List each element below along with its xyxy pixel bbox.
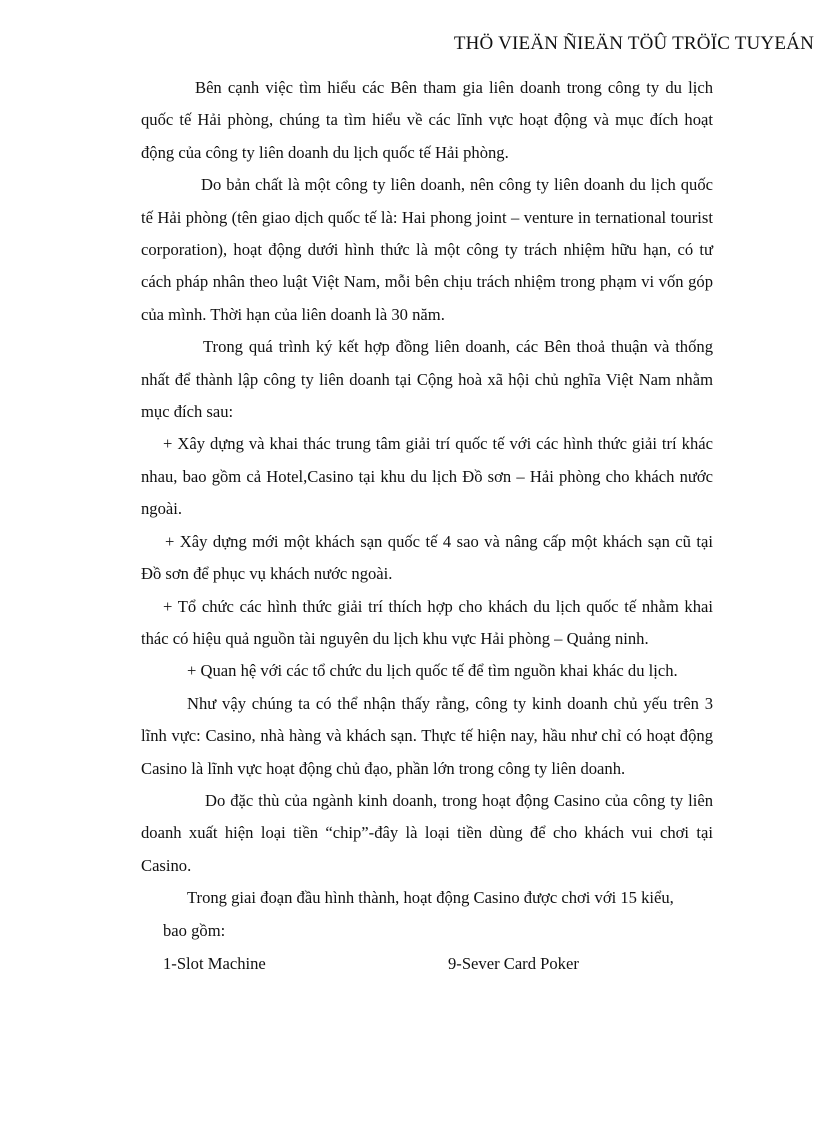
games-list-row <box>141 948 713 980</box>
paragraph-company-nature: Do bản chất là một công ty liên doanh, nên công ty liên doanh du lịch quốc tế Hải phòng (tên giao dịch quốc tế là: Hai phong joint – venture in ternational tourist corporation), hoạt động dưới hình thức là một công ty trách nhiệm hữu hạn, có tư cách pháp nhân theo luật Việt Nam, mỗi bên chịu trách nhiệm trong phạm vi vốn góp của mình. Thời hạn của liên doanh là 30 năm. <box>141 175 713 324</box>
paragraph-games-intro <box>141 882 713 914</box>
paragraph-business-fields: Như vậy chúng ta có thể nhận thấy rằng, công ty kinh doanh chủ yếu trên 3 lĩnh vực: Casino, nhà hàng và khách sạn. Thực tế hiện nay, hầu như chỉ có hoạt động Casino là lĩnh vực hoạt động chủ đạo, phần lớn trong công ty liên doanh. <box>141 693 713 778</box>
purpose-item-tourism: + Tổ chức các hình thức giải trí thích hợp cho khách du lịch quốc tế nhằm khai thác có hiệu quả nguồn tài nguyên du lịch khu vực Hải phòng – Quảng ninh. <box>141 596 713 648</box>
paragraph-intro: Bên cạnh việc tìm hiểu các Bên tham gia liên doanh trong công ty du lịch quốc tế Hải phòng, chúng ta tìm hiểu về các lĩnh vực hoạt động và mục đích hoạt động của công ty liên doanh du lịch quốc tế Hải phòng. <box>141 78 713 162</box>
games-intro-line1: Trong giai đoạn đầu hình thành, hoạt động Casino được chơi với 15 kiểu, <box>187 888 674 908</box>
game-item-right: 9-Sever Card Poker <box>448 953 579 973</box>
purpose-item-relations: + Quan hệ với các tổ chức du lịch quốc tế để tìm nguồn khai khác du lịch. <box>187 661 678 681</box>
games-intro-line2: bao gồm: <box>163 920 226 940</box>
paragraph-purposes-intro: Trong quá trình ký kết hợp đồng liên doanh, các Bên thoả thuận và thống nhất để thành lập công ty liên doanh tại Cộng hoà xã hội chủ nghĩa Việt Nam nhằm mục đích sau: <box>141 337 713 422</box>
purpose-item-entertainment: + Xây dựng và khai thác trung tâm giải trí quốc tế với các hình thức giải trí khác nhau, bao gồm cả Hotel,Casino tại khu du lịch Đồ sơn – Hải phòng cho khách nước ngoài. <box>141 434 713 519</box>
page-header: THÖ VIEÄN ÑIEÄN TÖÛ TRÖÏC TUYEÁN <box>453 33 814 54</box>
purpose-item-hotel: + Xây dựng mới một khách sạn quốc tế 4 sao và nâng cấp một khách sạn cũ tại Đồ sơn để phục vụ khách nước ngoài. <box>141 531 713 584</box>
document-body <box>141 72 713 980</box>
game-item-left: 1-Slot Machine <box>163 953 266 973</box>
paragraph-chip-currency: Do đặc thù của ngành kinh doanh, trong hoạt động Casino của công ty liên doanh xuất hiện loại tiền “chip”-đây là loại tiền dùng để cho khách vui chơi tại Casino. <box>141 790 713 875</box>
